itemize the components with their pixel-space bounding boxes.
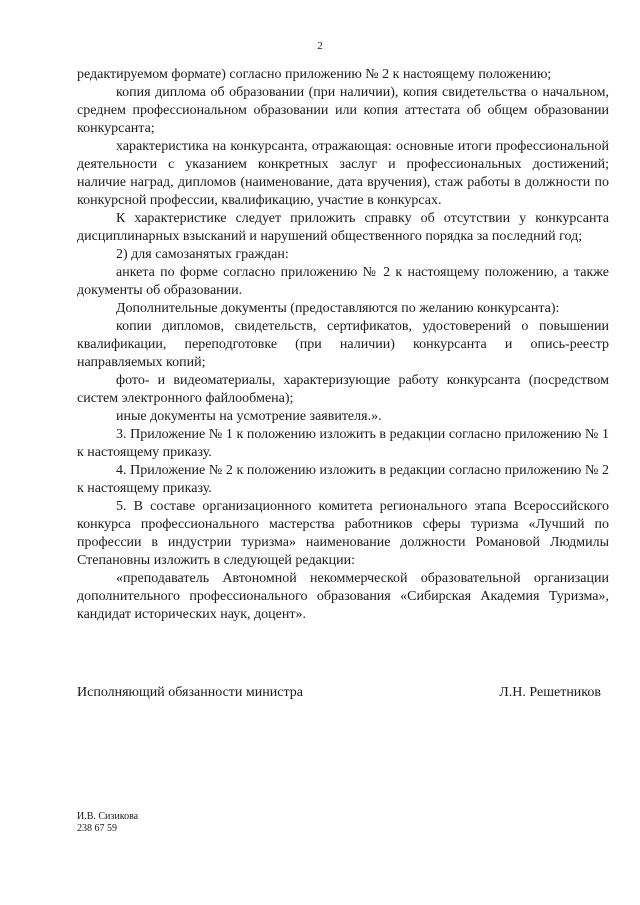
executor-block <box>77 811 138 835</box>
executor-phone: 238 67 59 <box>77 823 117 834</box>
paragraph: 2) для самозанятых граждан: <box>116 247 289 262</box>
signatory-name: Л.Н. Решетников <box>499 685 601 700</box>
paragraph: иные документы на усмотрение заявителя.». <box>116 409 382 424</box>
paragraph: редактируемом формате) согласно приложению № 2 к настоящему положению; <box>77 67 552 82</box>
paragraph: К характеристике следует приложить справку об отсутствии у конкурсанта дисциплинарных взысканий и нарушений общественного порядка за последний год; <box>77 211 609 244</box>
paragraph: характеристика на конкурсанта, отражающая: основные итоги профессиональной деятельности с указанием конкретных заслуг и профессиональных достижений; наличие наград, дипломов (наименование, дата вручения), стаж работы в должности по конкурсной профессии, квалификацию, участие в конкурсах. <box>77 139 609 208</box>
paragraph: Дополнительные документы (предоставляются по желанию конкурсанта): <box>116 301 560 316</box>
page-number: 2 <box>317 40 323 52</box>
paragraph: фото- и видеоматериалы, характеризующие работу конкурсанта (посредством систем электронного файлообмена); <box>77 373 609 406</box>
paragraph: «преподаватель Автономной некоммерческой образовательной организации дополнительного профессионального образования «Сибирская Академия Туризма», кандидат исторических наук, доцент». <box>77 571 609 622</box>
paragraph: 3. Приложение № 1 к положению изложить в редакции согласно приложению № 1 к настоящему приказу. <box>77 427 609 460</box>
paragraph: 4. Приложение № 2 к положению изложить в редакции согласно приложению № 2 к настоящему приказу. <box>77 463 609 496</box>
document-body <box>77 66 609 624</box>
executor-name: И.В. Сизикова <box>77 811 139 822</box>
paragraph: анкета по форме согласно приложению № 2 к настоящему положению, а также документы об образовании. <box>77 265 609 298</box>
paragraph: копия диплома об образовании (при наличии), копия свидетельства о начальном, среднем профессиональном образовании или копия аттестата об общем образовании конкурсанта; <box>77 85 609 136</box>
paragraph: копии дипломов, свидетельств, сертификатов, удостоверений о повышении квалификации, переподготовке (при наличии) конкурсанта и опись-реестр направляемых копий; <box>77 319 609 370</box>
paragraph: 5. В составе организационного комитета регионального этапа Всероссийского конкурса профессионального мастерства работников сферы туризма «Лучший по профессии в индустрии туризма» наименование должности Романовой Людмилы Степановны изложить в следующей редакции: <box>77 499 609 568</box>
signatory-title: Исполняющий обязанности министра <box>77 685 303 700</box>
